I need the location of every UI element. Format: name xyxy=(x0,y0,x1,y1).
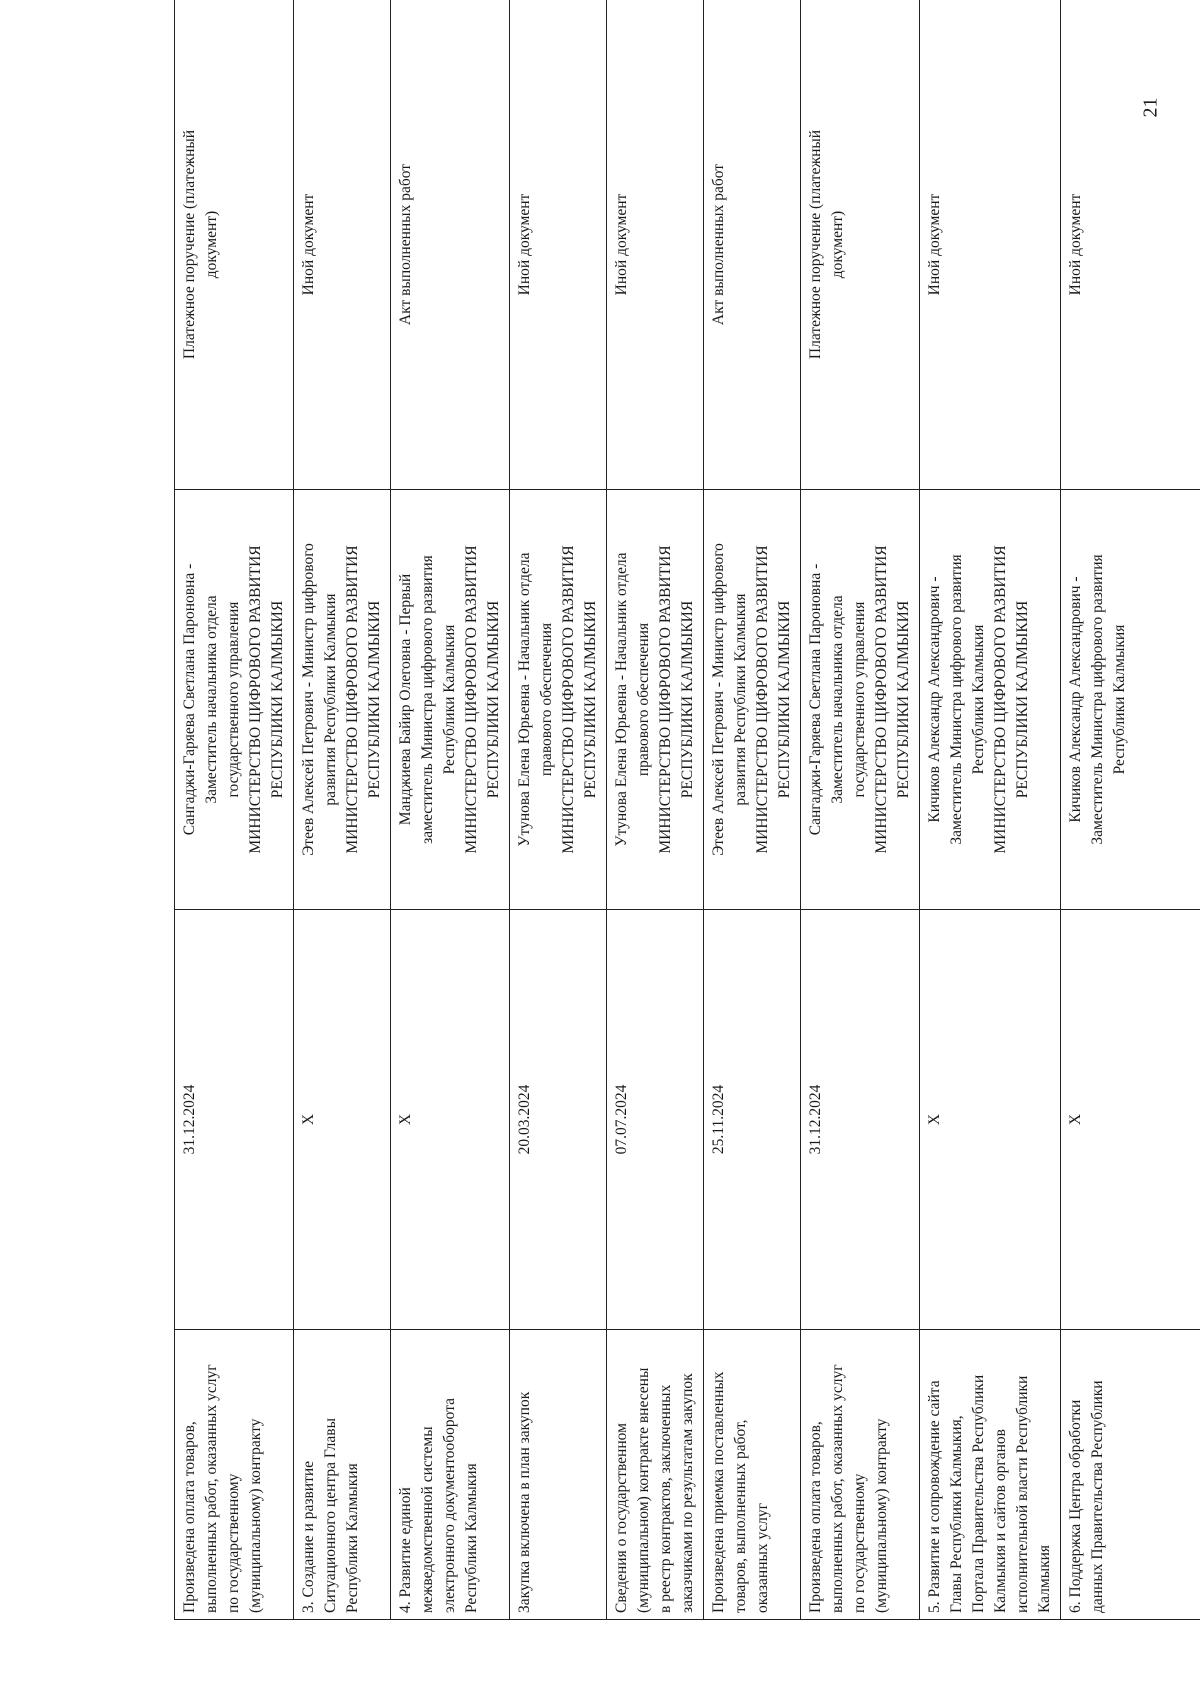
responsible-cell-line: Утунова Елена Юрьевна - Начальник отдела xyxy=(516,552,533,847)
responsible-cell-line: Утунова Елена Юрьевна - Начальник отдела xyxy=(613,552,630,847)
event-cell-line: Калмыкия и сайтов органов xyxy=(992,1429,1009,1613)
responsible-cell-line: РЕСПУБЛИКИ КАЛМЫКИЯ xyxy=(366,600,383,799)
event-cell-line: 4. Развитие единой xyxy=(397,1487,414,1613)
date-cell-value: X xyxy=(926,1113,943,1126)
event-cell-line: (муниципальному) контракту xyxy=(247,1418,264,1613)
date-cell-value: X xyxy=(300,1113,317,1126)
table-row xyxy=(704,0,801,1620)
document-cell-line: документ) xyxy=(829,210,846,279)
document-cell xyxy=(920,0,1061,490)
event-cell-line: Главы Республики Калмыкия, xyxy=(948,1415,965,1613)
responsible-cell-line: Этеев Алексей Петрович - Министр цифрового xyxy=(300,543,317,856)
rotated-page xyxy=(174,0,1144,1620)
responsible-cell xyxy=(801,490,920,910)
event-cell-line: товаров, выполненных работ, xyxy=(732,1419,749,1613)
event-cell-line: 6. Поддержка Центра обработки xyxy=(1067,1399,1084,1613)
event-cell xyxy=(704,1330,801,1620)
document-cell xyxy=(1061,0,1200,490)
event-cell xyxy=(801,1330,920,1620)
table-row xyxy=(1061,0,1200,1620)
event-cell-line: 5. Развитие и сопровождение сайта xyxy=(926,1380,943,1613)
date-cell-value: X xyxy=(397,1113,414,1126)
document-cell-line: Платежное поручение (платежный xyxy=(807,129,824,360)
document-cell-line: документ) xyxy=(203,210,220,279)
responsible-cell-line: Манджиева Байир Олеговна - Первый xyxy=(397,573,414,826)
event-cell-line: Калмыкия xyxy=(1036,1544,1053,1613)
document-cell-line: Иной документ xyxy=(1067,193,1084,296)
event-cell-line: 3. Создание и развитие xyxy=(300,1460,317,1613)
event-cell xyxy=(1061,1330,1200,1620)
date-cell xyxy=(391,910,510,1330)
table-row xyxy=(294,0,391,1620)
date-cell-value: 20.03.2024 xyxy=(516,1084,533,1155)
document-cell xyxy=(801,0,920,490)
responsible-cell-line: МИНИСТЕРСТВО ЦИФРОВОГО РАЗВИТИЯ xyxy=(344,545,361,854)
event-cell-line: Произведена оплата товаров, xyxy=(181,1421,198,1613)
responsible-cell-line: МИНИСТЕРСТВО ЦИФРОВОГО РАЗВИТИЯ xyxy=(657,545,674,854)
table-row xyxy=(801,0,920,1620)
date-cell xyxy=(510,910,607,1330)
date-cell xyxy=(801,910,920,1330)
responsible-cell xyxy=(510,490,607,910)
event-cell-line: Произведена оплата товаров, xyxy=(807,1421,824,1613)
table-row xyxy=(175,0,294,1620)
document-cell-line: Платежное поручение (платежный xyxy=(181,129,198,360)
plan-table xyxy=(174,0,1200,1620)
responsible-cell-line: РЕСПУБЛИКИ КАЛМЫКИЯ xyxy=(776,600,793,799)
event-cell-line: выполненных работ, оказанных услуг xyxy=(203,1364,220,1613)
responsible-cell-line: МИНИСТЕРСТВО ЦИФРОВОГО РАЗВИТИЯ xyxy=(873,545,890,854)
responsible-cell-line: Республики Калмыкия xyxy=(441,624,458,775)
date-cell xyxy=(704,910,801,1330)
responsible-cell-line: МИНИСТЕРСТВО ЦИФРОВОГО РАЗВИТИЯ xyxy=(463,545,480,854)
event-cell-line: Ситуационного центра Главы xyxy=(322,1418,339,1613)
event-cell-line: электронного документооборота xyxy=(441,1397,458,1613)
event-cell-line: Произведена приемка поставленных xyxy=(710,1371,727,1613)
responsible-cell-line: РЕСПУБЛИКИ КАЛМЫКИЯ xyxy=(582,600,599,799)
event-cell xyxy=(294,1330,391,1620)
responsible-cell-line: Заместитель Министра цифрового развития xyxy=(1089,554,1106,845)
event-cell xyxy=(391,1330,510,1620)
date-cell xyxy=(175,910,294,1330)
responsible-cell xyxy=(391,490,510,910)
event-cell-line: (муниципальному) контракту xyxy=(873,1418,890,1613)
document-cell-line: Иной документ xyxy=(926,193,943,296)
responsible-cell-line: Этеев Алексей Петрович - Министр цифрового xyxy=(710,543,727,856)
event-cell xyxy=(175,1330,294,1620)
responsible-cell xyxy=(607,490,704,910)
responsible-cell xyxy=(920,490,1061,910)
document-cell-line: Акт выполненных работ xyxy=(397,163,414,326)
document-cell-line: Иной документ xyxy=(300,193,317,296)
document-cell xyxy=(704,0,801,490)
responsible-cell xyxy=(294,490,391,910)
document-cell xyxy=(294,0,391,490)
event-cell-line: Сведения о государственном xyxy=(613,1423,630,1613)
date-cell xyxy=(1061,910,1200,1330)
table-row xyxy=(510,0,607,1620)
responsible-cell-line: РЕСПУБЛИКИ КАЛМЫКИЯ xyxy=(485,600,502,799)
responsible-cell-line: МИНИСТЕРСТВО ЦИФРОВОГО РАЗВИТИЯ xyxy=(247,545,264,854)
document-cell xyxy=(391,0,510,490)
responsible-cell-line: Кичиков Александр Александрович - xyxy=(1067,576,1084,823)
event-cell-line: (муниципальном) контракте внесены xyxy=(635,1367,652,1613)
date-cell-value: 25.11.2024 xyxy=(710,1084,727,1155)
responsible-cell-line: Республики Калмыкия xyxy=(1111,624,1128,775)
responsible-cell-line: Заместитель Министра цифрового развития xyxy=(948,554,965,845)
event-cell-line: Закупка включена в план закупок xyxy=(516,1391,533,1613)
document-cell xyxy=(175,0,294,490)
date-cell-value: 07.07.2024 xyxy=(613,1084,630,1155)
page-number: 21 xyxy=(1139,97,1162,118)
responsible-cell-line: государственного управления xyxy=(225,601,242,798)
event-cell-line: исполнительной власти Республики xyxy=(1014,1375,1031,1613)
responsible-cell-line: развития Республики Калмыкия xyxy=(322,593,339,806)
event-cell-line: в реестр контрактов, заключенных xyxy=(657,1384,674,1613)
responsible-cell-line: РЕСПУБЛИКИ КАЛМЫКИЯ xyxy=(679,600,696,799)
responsible-cell-line: развития Республики Калмыкия xyxy=(732,593,749,806)
document-cell-line: Акт выполненных работ xyxy=(710,163,727,326)
responsible-cell-line: государственного управления xyxy=(851,601,868,798)
responsible-cell-line: Заместитель начальника отдела xyxy=(203,595,220,804)
event-cell-line: по государственному xyxy=(225,1473,242,1613)
document-cell xyxy=(607,0,704,490)
event-cell xyxy=(920,1330,1061,1620)
document-cell-line: Иной документ xyxy=(516,193,533,296)
event-cell-line: оказанных услуг xyxy=(754,1502,771,1613)
responsible-cell-line: заместитель Министра цифрового развития xyxy=(419,555,436,844)
responsible-cell-line: РЕСПУБЛИКИ КАЛМЫКИЯ xyxy=(269,600,286,799)
responsible-cell-line: Сангаджи-Гаряева Светлана Пароновна - xyxy=(807,563,824,836)
responsible-cell xyxy=(704,490,801,910)
responsible-cell-line: МИНИСТЕРСТВО ЦИФРОВОГО РАЗВИТИЯ xyxy=(754,545,771,854)
event-cell xyxy=(510,1330,607,1620)
responsible-cell-line: Кичиков Александр Александрович - xyxy=(926,576,943,823)
responsible-cell-line: Заместитель начальника отдела xyxy=(829,595,846,804)
responsible-cell-line: МИНИСТЕРСТВО ЦИФРОВОГО РАЗВИТИЯ xyxy=(560,545,577,854)
date-cell xyxy=(607,910,704,1330)
responsible-cell xyxy=(1061,490,1200,910)
event-cell-line: Портала Правительства Республики xyxy=(970,1374,987,1613)
document-cell xyxy=(510,0,607,490)
table-body xyxy=(175,0,1200,1620)
date-cell xyxy=(294,910,391,1330)
event-cell-line: Республики Калмыкия xyxy=(463,1463,480,1613)
table-row xyxy=(920,0,1061,1620)
responsible-cell-line: правового обеспечения xyxy=(635,622,652,777)
responsible-cell-line: Республики Калмыкия xyxy=(970,624,987,775)
event-cell-line: по государственному xyxy=(851,1473,868,1613)
event-cell-line: заказчиками по результатам закупок xyxy=(679,1373,696,1613)
event-cell-line: данных Правительства Республики xyxy=(1089,1380,1106,1613)
responsible-cell-line: РЕСПУБЛИКИ КАЛМЫКИЯ xyxy=(895,600,912,799)
responsible-cell-line: правового обеспечения xyxy=(538,622,555,777)
date-cell-value: X xyxy=(1067,1113,1084,1126)
date-cell xyxy=(920,910,1061,1330)
document-cell-line: Иной документ xyxy=(613,193,630,296)
responsible-cell xyxy=(175,490,294,910)
date-cell-value: 31.12.2024 xyxy=(181,1084,198,1155)
event-cell-line: межведомственной системы xyxy=(419,1426,436,1613)
responsible-cell-line: МИНИСТЕРСТВО ЦИФРОВОГО РАЗВИТИЯ xyxy=(992,545,1009,854)
table-row xyxy=(607,0,704,1620)
date-cell-value: 31.12.2024 xyxy=(807,1084,824,1155)
responsible-cell-line: РЕСПУБЛИКИ КАЛМЫКИЯ xyxy=(1014,600,1031,799)
table-row xyxy=(391,0,510,1620)
event-cell-line: Республики Калмыкия xyxy=(344,1463,361,1613)
responsible-cell-line: Сангаджи-Гаряева Светлана Пароновна - xyxy=(181,563,198,836)
event-cell-line: выполненных работ, оказанных услуг xyxy=(829,1364,846,1613)
event-cell xyxy=(607,1330,704,1620)
